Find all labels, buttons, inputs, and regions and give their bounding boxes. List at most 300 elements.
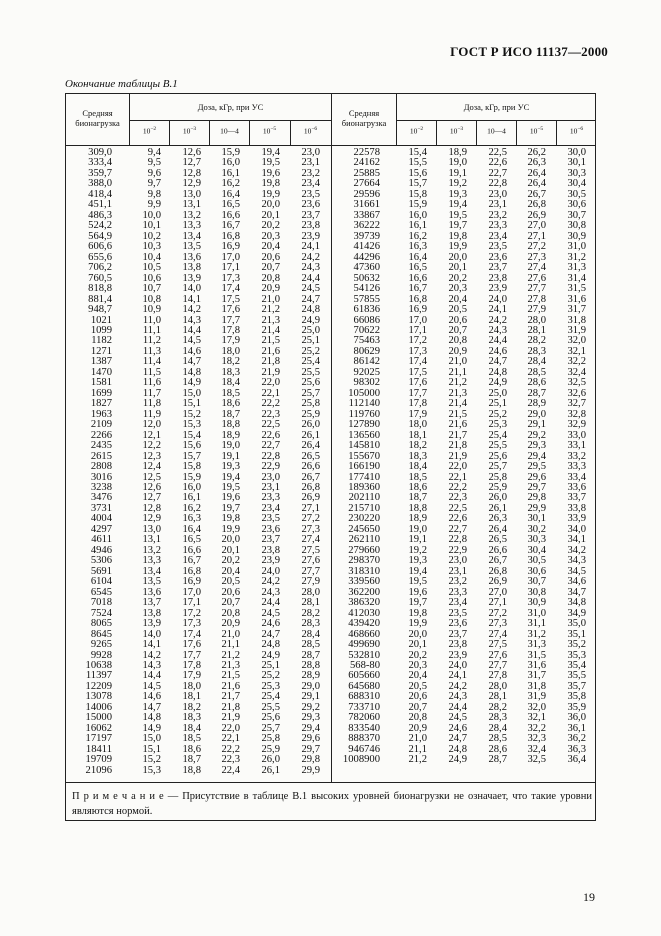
table-cell: 20,6 [408,691,427,703]
table-cell: 1271 [90,345,112,357]
table-cell: 14,1 [142,639,161,651]
table-cell: 21,0 [448,356,467,368]
table-cell: 22,5 [488,147,507,158]
table-cell: 11,6 [142,377,161,389]
table-cell: 19,5 [448,209,467,221]
table-cell: 26,1 [488,502,507,514]
table-cell: 36,4 [567,754,586,766]
table-cell: 20,3 [261,230,280,242]
table-cell: 30,9 [567,230,586,242]
table-cell: 23,4 [301,178,320,190]
table-cell: 28,1 [527,324,546,336]
table-cell: 19,9 [408,618,427,630]
table-cell: 20,5 [448,304,467,316]
table-cell: 13,1 [182,199,201,211]
table-cell: 18,9 [221,429,240,441]
table-cell: 26,4 [301,440,320,452]
table-cell: 13,7 [142,597,161,609]
table-cell: 12,8 [142,502,161,514]
table-cell: 36,1 [567,722,586,734]
table-cell: 19,4 [408,565,427,577]
table-cell: 13,9 [182,272,201,284]
table-cell: 26,6 [301,461,320,473]
table-cell: 29,9 [301,764,320,776]
table-cell: 29,6 [527,471,546,483]
table-cell: 13,9 [142,618,161,630]
table-cell: 32,2 [527,722,546,734]
table-cell: 14006 [85,701,112,713]
table-cell: 15,9 [221,147,240,158]
table-cell: 881,4 [88,293,112,305]
table-cell: 32,0 [527,701,546,713]
table-cell: 17,1 [408,324,427,336]
table-cell: 14,9 [182,377,201,389]
table-cell: 23,7 [261,534,280,546]
table-cell: 29,4 [301,722,320,734]
table-cell: 27,4 [527,262,546,274]
table-cell: 13,3 [182,220,201,232]
table-cell: 20,9 [261,283,280,295]
table-cell: 36,0 [567,712,586,724]
table-cell: 21,6 [448,419,467,431]
table-cell: 31,2 [527,628,546,640]
table-cell: 14,2 [182,304,201,316]
table-cell: 33,9 [567,513,586,525]
table-cell: 29,0 [527,408,546,420]
table-cell: 782060 [348,712,380,724]
table-cell: 2808 [90,461,112,473]
table-cell: 21,6 [261,345,280,357]
table-cell: 18,4 [221,377,240,389]
table-cell: 948,7 [88,304,112,316]
table-cell: 28,4 [301,628,320,640]
table-cell: 27,4 [488,628,507,640]
table-cell: 5306 [90,555,112,567]
table-cell: 23,5 [488,241,507,253]
table-cell: 26,0 [488,492,507,504]
table-cell: 16,5 [221,199,240,211]
sal-header-right-1 [397,126,436,136]
table-cell: 31,9 [567,324,586,336]
table-cell: 28,9 [527,398,546,410]
table-cell: 23,3 [488,220,507,232]
table-cell: 70622 [353,324,380,336]
table-cell: 4946 [90,544,112,556]
table-cell: 19,7 [448,220,467,232]
table-cell: 24,9 [301,314,320,326]
table-cell: 24,8 [488,366,507,378]
table-cell: 24,7 [301,293,320,305]
table-cell: 28,0 [301,586,320,598]
table-cell: 418,4 [88,188,112,200]
right-dose-rule [396,120,596,121]
table-cell: 9928 [90,649,112,661]
table-cell: 13,8 [182,262,201,274]
table-cell: 26,8 [527,199,546,211]
table-bottom-rule [65,782,596,783]
table-cell: 22578 [353,147,380,158]
table-cell: 28,1 [301,597,320,609]
table-cell: 13,0 [182,188,201,200]
sal-exponent: −6 [311,126,318,132]
table-cell: 31,7 [527,670,546,682]
table-cell: 35,7 [567,680,586,692]
table-cell: 10,2 [142,230,161,242]
table-cell: 13,5 [142,576,161,588]
table-cell: 21,2 [221,649,240,661]
table-cell: 24,3 [261,586,280,598]
table-cell: 23,5 [261,513,280,525]
table-cell: 309,0 [88,147,112,158]
table-cell: 20,1 [221,544,240,556]
table-caption: Окончание таблицы В.1 [65,78,178,90]
table-cell: 22,7 [261,440,280,452]
table-cell: 36222 [353,220,380,232]
table-cell: 11,2 [142,335,161,347]
table-cell: 23,8 [301,220,320,232]
table-cell: 31,3 [527,639,546,651]
table-cell: 19,1 [221,450,240,462]
table-cell: 30,6 [567,199,586,211]
table-cell: 29,7 [301,743,320,755]
table-cell: 22,1 [261,387,280,399]
table-cell: 10,9 [142,304,161,316]
column-right-d5 [521,148,546,766]
table-cell: 28,7 [301,649,320,661]
table-cell: 24,6 [448,722,467,734]
table-cell: 25,3 [488,419,507,431]
table-cell: 29,2 [301,701,320,713]
table-cell: 24,3 [301,262,320,274]
table-cell: 24,4 [301,272,320,284]
table-cell: 13,3 [142,555,161,567]
table-cell: 26,9 [527,209,546,221]
table-cell: 28,9 [301,670,320,682]
table-cell: 16,4 [221,188,240,200]
table-cell: 7524 [90,607,112,619]
table-cell: 451,1 [88,199,112,211]
table-cell: 9,6 [147,167,161,179]
table-cell: 24,0 [488,293,507,305]
table-cell: 17,1 [182,597,201,609]
table-cell: 20,4 [448,293,467,305]
table-cell: 22,0 [221,722,240,734]
table-cell: 26,4 [527,167,546,179]
sal-header-right-2 [437,126,476,136]
table-cell: 23,3 [448,586,467,598]
table-cell: 36,2 [567,733,586,745]
table-cell: 16,3 [182,513,201,525]
table-cell: 29,1 [527,419,546,431]
table-cell: 17,0 [182,586,201,598]
table-cell: 35,9 [567,701,586,713]
sal-base: 10 [182,126,191,136]
table-cell: 22,6 [448,513,467,525]
table-cell: 24,2 [301,251,320,263]
column-left-d3 [176,148,201,776]
table-cell: 28,6 [527,377,546,389]
sal-header-right-5 [557,126,596,136]
table-cell: 27,7 [301,565,320,577]
table-cell: 31,6 [567,293,586,305]
table-cell: 20,8 [408,712,427,724]
table-cell: 18,5 [221,387,240,399]
table-cell: 18,4 [408,461,427,473]
table-cell: 22,7 [448,523,467,535]
table-cell: 12,3 [142,450,161,462]
table-cell: 16,1 [182,492,201,504]
table-cell: 15000 [85,712,112,724]
table-cell: 22,5 [448,502,467,514]
table-cell: 17,6 [221,304,240,316]
table-cell: 18,9 [408,513,427,525]
table-cell: 21,5 [448,408,467,420]
table-cell: 34,6 [567,576,586,588]
table-cell: 27,8 [527,293,546,305]
table-cell: 4611 [91,534,112,546]
table-cell: 25,9 [261,743,280,755]
table-cell: 21,7 [221,691,240,703]
table-cell: 24,6 [488,345,507,357]
table-cell: 19,1 [448,167,467,179]
table-cell: 23,6 [448,618,467,630]
table-cell: 75463 [353,335,380,347]
table-cell: 13,5 [182,241,201,253]
table-cell: 818,8 [88,283,112,295]
table-cell: 27,5 [301,544,320,556]
table-cell: 24,9 [488,377,507,389]
table-cell: 13078 [85,691,112,703]
column-left-d6 [294,148,320,776]
table-cell: 215710 [348,502,380,514]
column-left-d5 [256,148,280,776]
table-cell: 22,3 [221,754,240,766]
table-cell: 2266 [90,429,112,441]
table-cell: 24,2 [448,680,467,692]
table-cell: 1387 [90,356,112,368]
table-cell: 10638 [85,659,112,671]
table-cell: 20,6 [448,314,467,326]
table-cell: 9,7 [147,178,161,190]
table-cell: 22,5 [261,419,280,431]
table-cell: 12,6 [142,482,161,493]
sal-base: 10 [569,126,578,136]
table-cell: 333,4 [88,157,112,169]
table-cell: 17,3 [182,618,201,630]
table-cell: 9265 [90,639,112,651]
table-cell: 19,3 [221,461,240,473]
table-cell: 24,6 [261,618,280,630]
table-cell: 127890 [348,419,380,431]
table-cell: 31,5 [527,649,546,661]
table-cell: 23,7 [301,209,320,221]
table-cell: 35,3 [567,649,586,661]
table-cell: 32,0 [567,335,586,347]
table-cell: 22,4 [221,764,240,776]
table-cell: 25,2 [301,345,320,357]
table-cell: 17,1 [221,262,240,274]
table-cell: 25,3 [261,680,280,692]
table-cell: 18,2 [221,356,240,368]
table-cell: 11,7 [142,387,161,399]
table-cell: 298370 [348,555,380,567]
table-cell: 20,8 [261,272,280,284]
table-cell: 27,6 [488,649,507,661]
table-cell: 17,7 [221,314,240,326]
table-cell: 24162 [353,157,380,169]
table-cell: 26,2 [527,147,546,158]
table-cell: 359,7 [88,167,112,179]
table-cell: 25,7 [261,722,280,734]
table-cell: 30,3 [527,534,546,546]
table-cell: 33,3 [567,461,586,473]
table-cell: 30,1 [527,513,546,525]
table-cell: 26,8 [301,482,320,493]
table-cell: 28,3 [488,712,507,724]
table-cell: 15,6 [182,440,201,452]
table-cell: 1963 [90,408,112,420]
table-cell: 22,6 [488,157,507,169]
table-cell: 22,2 [221,743,240,755]
table-cell: 17,2 [408,335,427,347]
table-cell: 24,0 [261,565,280,577]
table-cell: 16,1 [221,167,240,179]
table-cell: 17,3 [221,272,240,284]
table-cell: 16,3 [408,241,427,253]
table-cell: 15,2 [182,408,201,420]
table-cell: 28,4 [488,722,507,734]
table-cell: 21,8 [221,701,240,713]
table-cell: 20,0 [261,199,280,211]
table-cell: 15,0 [182,387,201,399]
table-cell: 35,8 [567,691,586,703]
table-cell: 27,9 [301,576,320,588]
table-cell: 66086 [353,314,380,326]
table-cell: 11,0 [142,314,161,326]
table-cell: 12,7 [182,157,201,169]
table-cell: 3476 [90,492,112,504]
table-cell: 17,0 [221,251,240,263]
table-cell: 16,2 [408,230,427,242]
table-cell: 11,1 [142,324,161,336]
table-cell: 12,8 [182,167,201,179]
table-cell: 32,4 [527,743,546,755]
table-cell: 25,0 [301,324,320,336]
table-cell: 18,6 [221,398,240,410]
table-cell: 21096 [85,764,112,776]
table-cell: 41426 [353,241,380,253]
table-cell: 10,8 [142,293,161,305]
table-cell: 29,0 [301,680,320,692]
table-cell: 17,0 [408,314,427,326]
table-cell: 1581 [90,377,112,389]
table-cell: 19,9 [221,523,240,535]
table-cell: 1021 [90,314,112,326]
table-cell: 28,3 [301,618,320,630]
table-cell: 15,8 [182,461,201,473]
table-cell: 23,4 [261,502,280,514]
table-cell: 31,0 [567,241,586,253]
table-cell: 15,7 [182,450,201,462]
table-cell: 27,1 [488,597,507,609]
table-cell: 19,2 [408,544,427,556]
table-cell: 18,2 [408,440,427,452]
table-cell: 17197 [85,733,112,745]
table-cell: 50632 [353,272,380,284]
table-cell: 28,8 [301,659,320,671]
table-cell: 23,0 [488,188,507,200]
table-cell: 21,5 [261,335,280,347]
table-cell: 14,6 [182,345,201,357]
table-cell: 98302 [353,377,380,389]
sal-header-left-5 [291,126,330,136]
table-cell: 25,6 [488,450,507,462]
table-cell: 30,4 [527,544,546,556]
left-dose-rule [129,120,332,121]
table-cell: 833540 [348,722,380,734]
column-right-d4 [483,148,507,766]
table-cell: 23,0 [261,471,280,483]
table-cell: 24,1 [448,670,467,682]
table-cell: 20,7 [221,597,240,609]
table-cell: 30,5 [527,555,546,567]
table-cell: 19,9 [448,241,467,253]
table-cell: 28,2 [301,607,320,619]
table-cell: 706,2 [88,262,112,274]
table-cell: 31,4 [567,272,586,284]
table-cell: 19,4 [221,471,240,483]
table-cell: 14,8 [182,366,201,378]
table-cell: 21,8 [448,440,467,452]
table-cell: 20,3 [408,659,427,671]
sal-base: 10 [409,126,418,136]
table-cell: 26,4 [527,178,546,190]
table-cell: 17,5 [408,366,427,378]
table-cell: 362200 [348,586,380,598]
table-cell: 28,0 [527,314,546,326]
table-cell: 27,2 [301,513,320,525]
table-cell: 25,1 [301,335,320,347]
table-cell: 15,2 [142,754,161,766]
table-cell: 10,0 [142,209,161,221]
table-cell: 21,1 [448,366,467,378]
table-cell: 486,3 [88,209,112,221]
table-cell: 31,8 [527,680,546,692]
table-cell: 12,0 [142,419,161,431]
table-cell: 14,7 [182,356,201,368]
table-cell: 32,9 [567,419,586,431]
table-cell: 23,6 [301,199,320,211]
table-cell: 14,0 [182,283,201,295]
table-cell: 20,1 [261,209,280,221]
table-cell: 18,8 [221,419,240,431]
table-cell: 20,4 [261,241,280,253]
table-cell: 5691 [90,565,112,577]
table-cell: 21,2 [408,754,427,766]
avg-bioburden-header-right: Средняя бионагрузка [341,108,387,128]
table-cell: 15,4 [182,429,201,441]
sal-header-right-3 [477,126,516,136]
table-cell: 29,7 [527,482,546,493]
table-cell: 339560 [348,576,380,588]
table-cell: 15,1 [142,743,161,755]
table-cell: 21,9 [221,712,240,724]
table-cell: 12,1 [142,429,161,441]
table-cell: 34,8 [567,597,586,609]
table-cell: 23,9 [448,649,467,661]
table-cell: 15,6 [408,167,427,179]
table-cell: 13,6 [142,586,161,598]
